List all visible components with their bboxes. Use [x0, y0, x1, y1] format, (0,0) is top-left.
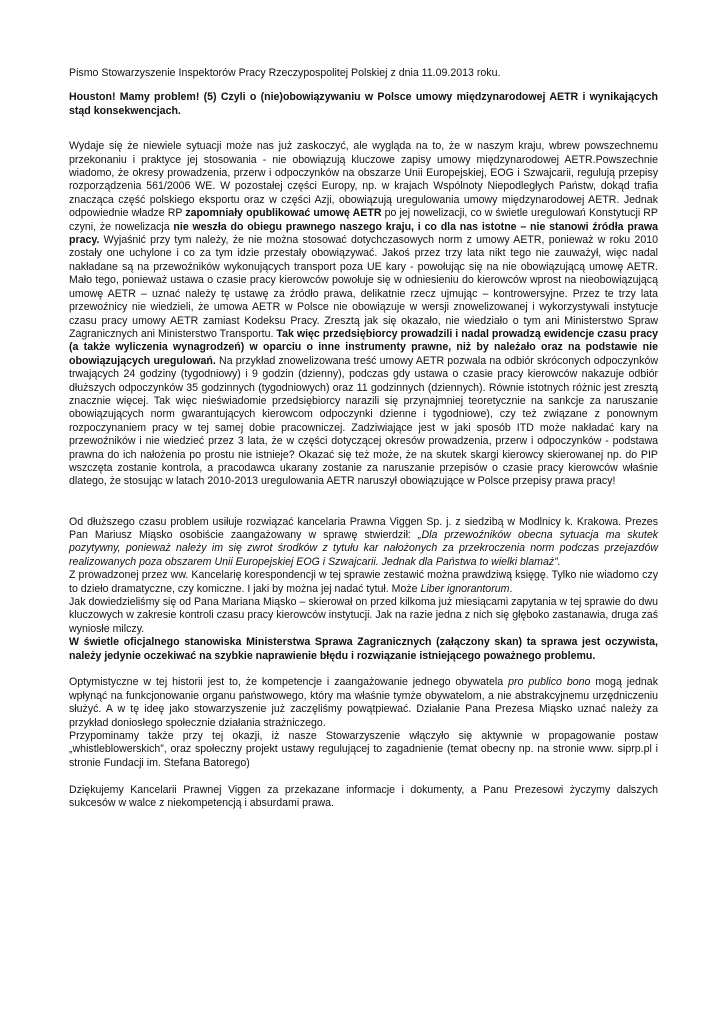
- paragraph-gap: [69, 502, 658, 515]
- paragraph-optimism: [69, 676, 658, 730]
- bold-text: Tak więc przedsiębiorcy prowadzili i nadal prowadzą ewidencje czasu pracy (a także wyliczenia wynagrodzeń) w oparciu o inne instrumenty prawne, niż by należało oraz na podstawie nie obowiązujących uregulowań.: [69, 327, 658, 367]
- paragraph-aetr-problem: [69, 140, 658, 489]
- text-run: Z prowadzonej przez ww. Kancelarię korespondencji w tej sprawie zestawić można prawdziwą księgę. Tylko nie wiadomo czy to dzieło dramatyczne, czy komiczne. I jaki by można jej nadać tytuł. Może: [69, 569, 658, 595]
- paragraph-viggen-quote: [69, 516, 658, 570]
- document-title: Houston! Mamy problem! (5) Czyli o (nie)obowiązywaniu w Polsce umowy międzynarodowej AETR i wynikających stąd konsekwencjach.: [69, 91, 658, 117]
- text-run: Na przykład znowelizowana treść umowy AETR pozwala na odbiór skróconych odpoczynków trwających 24 godziny (tygodniowy) i 9 godzin (dzienny), podczas gdy ustawa o czasie pracy kierowców nakazuje odbiór dłuższych odpoczynków 35 godzinnych (tygodniowych) oraz 11 godzinnych (dziennych). Równie istotnych różnic jest zresztą znacznie więcej. Tak więc nieświadomie przedsiębiorcy narazili się przynajmniej teoretycznie na sankcje za naruszanie obowiązujących norm gwarantujących kierowcom odpoczynki dzienne i tygodniowe), czy też związane z ponownym rozpoczynaniem pracy w tej samej dobie pracowniczej. Zadziwiające jest w jaki sposób ITD może nakładać kary na przewoźników i nie wiedzieć przez 3 lata, że w części dotyczącej okresów prowadzenia, przerw i odpoczynków - podstawa prawna do ich nałożenia po prostu nie istnieje? Okazać się też może, że na skutek skargi kierowcy skierowanej np. do PIP wszczęta zostanie kontrola, a pracodawca ukarany zostanie za naruszanie przepisów o czasie pracy kierowców właśnie dlatego, że stosując w latach 2010-2013 uregulowania AETR naruszył obowiązujące w Polsce przepisy prawa pracy!: [69, 354, 658, 488]
- text-run: po jej nowelizacji, co w świetle uregulowań Konstytucji RP czyni, że nowelizacja: [69, 207, 658, 233]
- text-run: Wyjaśnić przy tym należy, że nie można stosować dotychczasowych norm z umowy AETR, ponieważ w roku 2010 zostały one uchylone i co za tym idzie przestały obowiązywać. Jakoś przez trzy lata nikt tego nie zauważył, więc nadal nakładane są na przewoźników wykonujących transport poza UE kary - powołując się na nie obowiązującą umowę AETR. Mało tego, ponieważ ustawa o czasie pracy kierowców powołuje się w odniesieniu do kierowców wprost na nieobowiązującą umowę AETR – uznać należy tę ustawę za źródło prawa, delikatnie rzecz ujmując – kontrowersyjne. Przez te trzy lata przewoźnicy nie wiedzieli, że umowa AETR w Polsce nie obowiązuje w wersji znowelizowanej i wykorzystywali instytucje czasu pracy umowy AETR zamiast Kodeksu Pracy. Zresztą jak się okazało, nie wiedziało o tym ani Ministerstwo Spraw Zagranicznych ani Ministerstwo Transportu.: [69, 234, 658, 340]
- text-run: mogą jednak wpłynąć na funkcjonowanie organu państwowego, który ma właśnie tymże obywatelom, a nie abstrakcyjnemu urzędniczeniu służyć. A w tę ideę jako stowarzyszenie już zaczęliśmy powątpiewać. Działanie Pana Prezesa Miąsko uznać należy za przykład doniosłego społecznie działania strażniczego.: [69, 676, 658, 729]
- paragraph-gap: [69, 663, 658, 676]
- paragraph-ministry-position: W świetle oficjalnego stanowiska Ministerstwa Sprawa Zagranicznych (załączony skan) ta sprawa jest oczywista, należy jedynie oczekiwać na szybkie naprawienie błędu i rozwiązanie istniejącego poważnego problemu.: [69, 636, 658, 662]
- paragraph-correspondence: [69, 569, 658, 596]
- bold-text: nie weszła do obiegu prawnego naszego kraju, i co dla nas istotne – nie stanowi źródła prawa pracy.: [69, 220, 658, 247]
- text-run: Wydaje się że niewiele sytuacji może nas już zaskoczyć, ale wygląda na to, że w naszym kraju, wbrew powszechnemu przekonaniu i praktyce jej stosowania - nie obowiązują kluczowe zapisy umowy międzynarodowej AETR.Powszechnie wiadomo, że okresy prowadzenia, przerw i odpoczynków na obszarze Unii Europejskiej, EOG i Szwajcarii, regulują przepisy rozporządzenia 561/2006 WE. W pozostałej części Europy, np. w krajach Wspólnoty Niepodległych Państw, dokąd trafia znacząca część polskiego eksportu oraz w części Azji, obowiązują uregulowania umowy międzynarodowej AETR. Jednak odpowiednie władze RP: [69, 140, 658, 220]
- italic-quote: „Dla przewoźników obecna sytuacja ma skutek pozytywny, ponieważ należy im się zwrot środków z tytułu kar nałożonych za przekroczenia norm podczas przejazdów realizowanych poza obszarem Unii Europejskiej EOG i Szwajcarii. Jednak dla Państwa to wielki blamaż”.: [69, 528, 659, 568]
- paragraph-whistleblowers: Przypominamy także przy tej okazji, iż nasze Stowarzyszenie włączyło się aktywnie w propagowanie postaw „whistleblowerskich”, oraz społeczny projekt ustawy regulującej to zagadnienie (temat obecny np. na stronie www. siprp.pl i stronie Fundacji im. Stefana Batorego): [69, 730, 658, 769]
- paragraph-inquiries: Jak dowiedzieliśmy się od Pana Mariana Miąsko – skierował on przed kilkoma już miesiącami zapytania w tej sprawie do dwu kluczowych w zakresie kontroli czasu pracy kierowców instytucji. Jak na razie jedna z nich się głęboko zastanawia, druga zaś wyniosłe milczy.: [69, 596, 658, 635]
- paragraph-thanks: Dziękujemy Kancelarii Prawnej Viggen za przekazane informacje i dokumenty, a Panu Prezesowi życzymy dalszych sukcesów w walce z niekompetencją i absurdami prawa.: [69, 783, 658, 810]
- paragraph-gap: [69, 489, 658, 502]
- paragraph-gap: [69, 770, 658, 783]
- letter-header: Pismo Stowarzyszenie Inspektorów Pracy Rzeczypospolitej Polskiej z dnia 11.09.2013 roku.: [69, 67, 501, 79]
- text-run: Od dłuższego czasu problem usiłuje rozwiązać kancelaria Prawna Viggen Sp. j. z siedzibą w Modlnicy k. Krakowa. Prezes Pan Mariusz Miąsko osobiście zaangażowany w sprawę stwierdził:: [69, 515, 658, 541]
- text-run: .: [509, 582, 513, 595]
- italic-text: Liber ignorantorum: [420, 582, 510, 595]
- text-run: Optymistyczne w tej historii jest to, że kompetencje i zaangażowanie jednego obywatela: [69, 676, 509, 689]
- bold-text: zapomniały opublikować umowę AETR: [185, 207, 382, 220]
- italic-text: pro publico bono: [508, 676, 591, 689]
